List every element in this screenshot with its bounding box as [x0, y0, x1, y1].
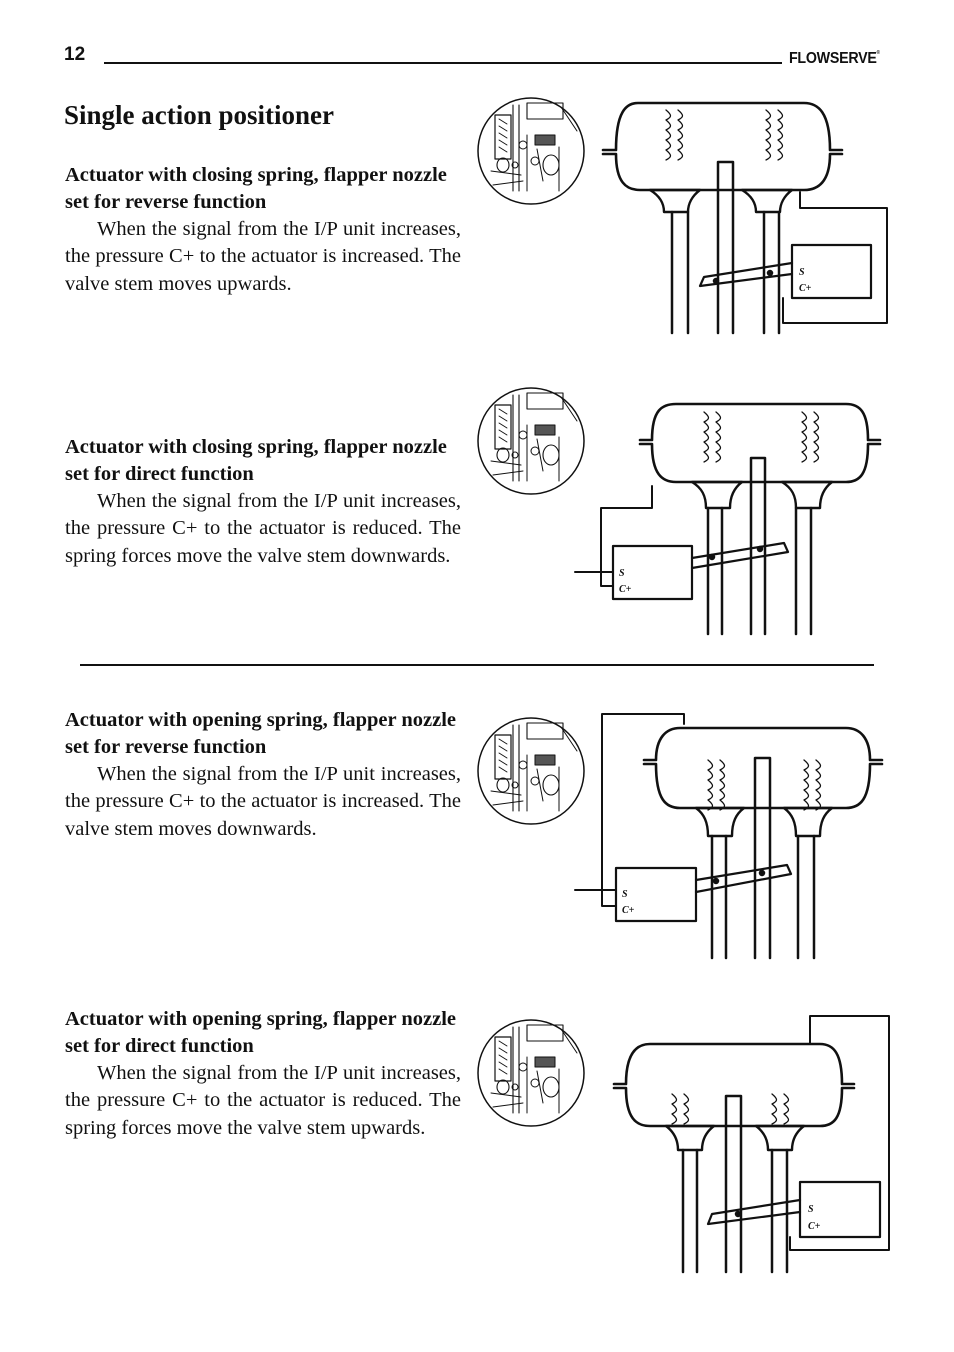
supply-label: S — [619, 568, 625, 579]
section-body: When the signal from the I/P unit increases, the pressure C+ to the actuator is reduced. The spring forces move the valve stem upwards. — [65, 1062, 461, 1139]
supply-label: S — [808, 1204, 814, 1215]
section-body: When the signal from the I/P unit increases, the pressure C+ to the actuator is increased. The valve stem moves downwards. — [65, 763, 461, 840]
output-label: C+ — [799, 283, 812, 294]
diagram-closing-direct — [478, 388, 880, 634]
flapper-nozzle-detail — [478, 388, 584, 494]
diagram-opening-direct — [478, 1016, 889, 1272]
flapper-nozzle-detail — [478, 98, 584, 204]
diagram-closing-reverse — [478, 98, 887, 333]
section-body: When the signal from the I/P unit increases, the pressure C+ to the actuator is reduced. The spring forces move the valve stem downwards. — [65, 490, 461, 567]
output-label: C+ — [619, 584, 632, 595]
output-label: C+ — [622, 905, 635, 916]
section-heading: Actuator with closing spring, flapper nozzle set for reverse function — [65, 164, 447, 213]
logo-text: FLOWSERVE — [789, 50, 877, 67]
section-body: When the signal from the I/P unit increases, the pressure C+ to the actuator is increased. The valve stem moves upwards. — [65, 218, 461, 295]
supply-label: S — [799, 267, 805, 278]
section-heading: Actuator with opening spring, flapper nozzle set for direct function — [65, 1008, 457, 1057]
flapper-nozzle-detail — [478, 718, 584, 824]
page-title: Single action positioner — [64, 100, 335, 130]
page-number: 12 — [64, 44, 86, 65]
flapper-nozzle-detail — [478, 1020, 584, 1126]
section-heading: Actuator with closing spring, flapper nozzle set for direct function — [65, 436, 447, 485]
section-heading: Actuator with opening spring, flapper nozzle set for reverse function — [65, 709, 457, 758]
output-label: C+ — [808, 1221, 821, 1232]
logo-registered-mark: ® — [876, 50, 880, 56]
diagram-opening-reverse — [478, 714, 882, 958]
supply-label: S — [622, 889, 628, 900]
